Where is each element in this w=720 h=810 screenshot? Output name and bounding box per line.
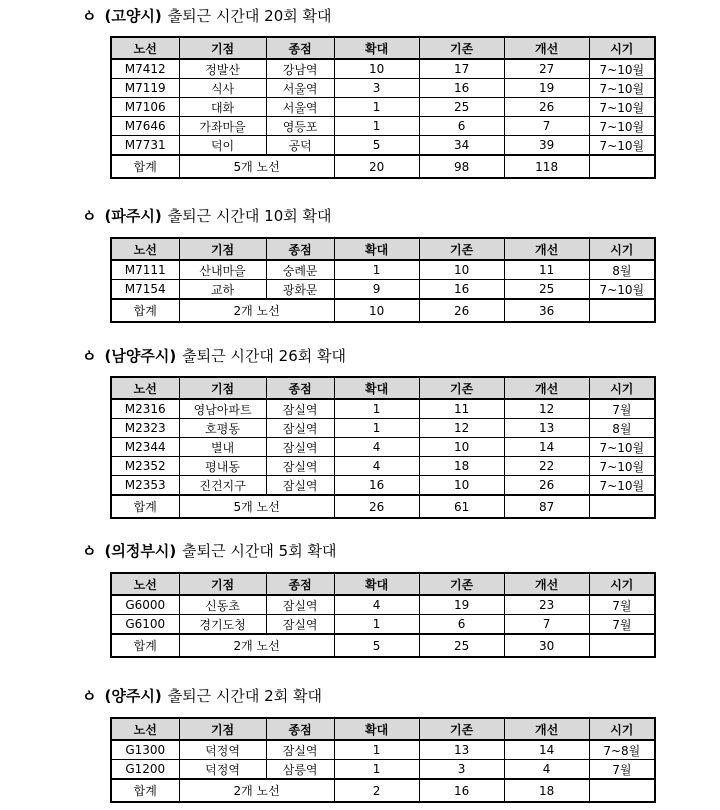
table-cell: M2353 bbox=[111, 476, 179, 496]
total-period bbox=[589, 634, 655, 657]
total-routes: 5개 노선 bbox=[179, 155, 334, 178]
table-cell: 숭례문 bbox=[266, 260, 334, 280]
table-cell: 대화 bbox=[179, 98, 266, 117]
table-cell: 13 bbox=[504, 419, 589, 438]
column-header: 종점 bbox=[266, 238, 334, 260]
table-cell: 4 bbox=[334, 595, 419, 615]
column-header: 기점 bbox=[179, 573, 266, 595]
total-routes: 5개 노선 bbox=[179, 495, 334, 518]
table-cell: 1 bbox=[334, 260, 419, 280]
column-header: 기점 bbox=[179, 37, 266, 59]
table-cell: 잠실역 bbox=[266, 615, 334, 635]
table-cell: M2352 bbox=[111, 457, 179, 476]
total-period bbox=[589, 495, 655, 518]
column-header: 기존 bbox=[419, 718, 504, 740]
table-cell: 4 bbox=[334, 457, 419, 476]
table-cell: 19 bbox=[419, 595, 504, 615]
total-label: 합계 bbox=[111, 299, 179, 322]
table-cell: M2316 bbox=[111, 399, 179, 419]
table-row bbox=[111, 136, 655, 156]
table-cell: 서울역 bbox=[266, 79, 334, 98]
table-cell: 덕정역 bbox=[179, 760, 266, 780]
column-header: 기점 bbox=[179, 377, 266, 399]
table-cell: 34 bbox=[419, 136, 504, 156]
total-routes: 2개 노선 bbox=[179, 299, 334, 322]
table-row bbox=[111, 280, 655, 300]
total-period bbox=[589, 779, 655, 802]
table-cell: 1 bbox=[334, 740, 419, 760]
region-name: (양주시) bbox=[104, 687, 162, 705]
column-header: 개선 bbox=[504, 573, 589, 595]
table-cell: 삼릉역 bbox=[266, 760, 334, 780]
table-cell: 잠실역 bbox=[266, 419, 334, 438]
column-header: 확대 bbox=[334, 238, 419, 260]
column-header: 노선 bbox=[111, 377, 179, 399]
total-existing: 25 bbox=[419, 634, 504, 657]
table-cell: 잠실역 bbox=[266, 438, 334, 457]
total-row bbox=[111, 634, 655, 657]
table-cell: 5 bbox=[334, 136, 419, 156]
region-name: (의정부시) bbox=[104, 542, 177, 560]
table-cell: 16 bbox=[334, 476, 419, 496]
table-cell: 19 bbox=[504, 79, 589, 98]
section-heading bbox=[82, 4, 332, 28]
table-row bbox=[111, 59, 655, 79]
table-cell: 25 bbox=[419, 98, 504, 117]
table-cell: 잠실역 bbox=[266, 595, 334, 615]
table-cell: M2344 bbox=[111, 438, 179, 457]
table-cell: 7 bbox=[504, 615, 589, 635]
table-cell: 8월 bbox=[589, 260, 655, 280]
table-cell: 4 bbox=[504, 760, 589, 780]
table-cell: G6100 bbox=[111, 615, 179, 635]
total-period bbox=[589, 299, 655, 322]
column-header: 확대 bbox=[334, 718, 419, 740]
table-cell: 7~10월 bbox=[589, 98, 655, 117]
table-cell: M7731 bbox=[111, 136, 179, 156]
route-table bbox=[110, 717, 656, 803]
table-cell: 7~10월 bbox=[589, 59, 655, 79]
table-row bbox=[111, 595, 655, 615]
total-improved: 36 bbox=[504, 299, 589, 322]
section-heading bbox=[82, 204, 332, 228]
table-row bbox=[111, 438, 655, 457]
column-header: 기점 bbox=[179, 718, 266, 740]
total-label: 합계 bbox=[111, 155, 179, 178]
table-cell: 경기도청 bbox=[179, 615, 266, 635]
table-row bbox=[111, 260, 655, 280]
table-cell: M7646 bbox=[111, 117, 179, 136]
table-cell: 7~10월 bbox=[589, 438, 655, 457]
table-cell: 공덕 bbox=[266, 136, 334, 156]
table-cell: 23 bbox=[504, 595, 589, 615]
total-improved: 118 bbox=[504, 155, 589, 178]
column-header: 확대 bbox=[334, 377, 419, 399]
total-existing: 61 bbox=[419, 495, 504, 518]
table-row bbox=[111, 615, 655, 635]
table-cell: M2323 bbox=[111, 419, 179, 438]
region-name: (파주시) bbox=[104, 207, 162, 225]
table-cell: 1 bbox=[334, 760, 419, 780]
table-header-row bbox=[111, 573, 655, 595]
table-cell: 정발산 bbox=[179, 59, 266, 79]
table-cell: 산내마을 bbox=[179, 260, 266, 280]
table-cell: G1200 bbox=[111, 760, 179, 780]
route-table bbox=[110, 36, 656, 179]
table-cell: 6 bbox=[419, 615, 504, 635]
bullet-icon: ㆁ bbox=[82, 7, 97, 25]
table-cell: 10 bbox=[419, 476, 504, 496]
bullet-icon: ㆁ bbox=[82, 542, 97, 560]
table-cell: 1 bbox=[334, 399, 419, 419]
bullet-icon: ㆁ bbox=[82, 347, 97, 365]
route-table bbox=[110, 572, 656, 658]
table-cell: 6 bbox=[419, 117, 504, 136]
total-improved: 30 bbox=[504, 634, 589, 657]
table-cell: 영등포 bbox=[266, 117, 334, 136]
heading-text: 출퇴근 시간대 26회 확대 bbox=[182, 347, 346, 365]
table-row bbox=[111, 760, 655, 780]
table-cell: 16 bbox=[419, 79, 504, 98]
total-existing: 26 bbox=[419, 299, 504, 322]
total-label: 합계 bbox=[111, 634, 179, 657]
table-cell: G1300 bbox=[111, 740, 179, 760]
table-row bbox=[111, 419, 655, 438]
table-cell: 10 bbox=[334, 59, 419, 79]
table-cell: 7~8월 bbox=[589, 740, 655, 760]
total-expand: 10 bbox=[334, 299, 419, 322]
section-heading bbox=[82, 539, 336, 563]
table-cell: 11 bbox=[504, 260, 589, 280]
table-row bbox=[111, 740, 655, 760]
column-header: 시기 bbox=[589, 37, 655, 59]
table-cell: 27 bbox=[504, 59, 589, 79]
table-cell: 호평동 bbox=[179, 419, 266, 438]
section-heading bbox=[82, 344, 346, 368]
table-cell: 14 bbox=[504, 438, 589, 457]
route-table bbox=[110, 376, 656, 519]
table-cell: 11 bbox=[419, 399, 504, 419]
table-cell: 22 bbox=[504, 457, 589, 476]
table-cell: 13 bbox=[419, 740, 504, 760]
table-cell: 7~10월 bbox=[589, 280, 655, 300]
table-cell: 1 bbox=[334, 419, 419, 438]
table-cell: 7~10월 bbox=[589, 457, 655, 476]
table-cell: 식사 bbox=[179, 79, 266, 98]
table-cell: 가좌마을 bbox=[179, 117, 266, 136]
total-expand: 26 bbox=[334, 495, 419, 518]
column-header: 기존 bbox=[419, 238, 504, 260]
table-cell: 18 bbox=[419, 457, 504, 476]
table-cell: 진건지구 bbox=[179, 476, 266, 496]
heading-text: 출퇴근 시간대 2회 확대 bbox=[167, 687, 322, 705]
column-header: 노선 bbox=[111, 573, 179, 595]
table-cell: 1 bbox=[334, 615, 419, 635]
column-header: 확대 bbox=[334, 37, 419, 59]
table-header-row bbox=[111, 37, 655, 59]
bullet-icon: ㆁ bbox=[82, 207, 97, 225]
total-improved: 87 bbox=[504, 495, 589, 518]
table-row bbox=[111, 79, 655, 98]
total-improved: 18 bbox=[504, 779, 589, 802]
table-cell: 3 bbox=[334, 79, 419, 98]
table-cell: 7월 bbox=[589, 615, 655, 635]
table-header-row bbox=[111, 377, 655, 399]
table-cell: 4 bbox=[334, 438, 419, 457]
column-header: 개선 bbox=[504, 377, 589, 399]
table-cell: 잠실역 bbox=[266, 740, 334, 760]
table-cell: 17 bbox=[419, 59, 504, 79]
table-cell: 별내 bbox=[179, 438, 266, 457]
total-row bbox=[111, 155, 655, 178]
column-header: 종점 bbox=[266, 37, 334, 59]
table-row bbox=[111, 399, 655, 419]
total-expand: 20 bbox=[334, 155, 419, 178]
table-cell: M7154 bbox=[111, 280, 179, 300]
table-cell: 1 bbox=[334, 117, 419, 136]
total-existing: 98 bbox=[419, 155, 504, 178]
total-routes: 2개 노선 bbox=[179, 779, 334, 802]
table-cell: 신동초 bbox=[179, 595, 266, 615]
total-row bbox=[111, 779, 655, 802]
table-cell: 1 bbox=[334, 98, 419, 117]
table-cell: 서울역 bbox=[266, 98, 334, 117]
region-name: (고양시) bbox=[104, 7, 162, 25]
table-cell: 12 bbox=[504, 399, 589, 419]
table-cell: 26 bbox=[504, 98, 589, 117]
heading-text: 출퇴근 시간대 5회 확대 bbox=[182, 542, 337, 560]
column-header: 기존 bbox=[419, 37, 504, 59]
table-cell: 7월 bbox=[589, 595, 655, 615]
table-cell: 광화문 bbox=[266, 280, 334, 300]
table-row bbox=[111, 476, 655, 496]
heading-text: 출퇴근 시간대 20회 확대 bbox=[167, 7, 332, 25]
column-header: 개선 bbox=[504, 37, 589, 59]
column-header: 확대 bbox=[334, 573, 419, 595]
column-header: 시기 bbox=[589, 238, 655, 260]
region-name: (남양주시) bbox=[104, 347, 177, 365]
table-cell: 7 bbox=[504, 117, 589, 136]
total-row bbox=[111, 495, 655, 518]
table-cell: G6000 bbox=[111, 595, 179, 615]
column-header: 종점 bbox=[266, 718, 334, 740]
table-cell: 7~10월 bbox=[589, 117, 655, 136]
table-cell: 덕정역 bbox=[179, 740, 266, 760]
table-cell: 10 bbox=[419, 260, 504, 280]
column-header: 노선 bbox=[111, 238, 179, 260]
table-cell: 잠실역 bbox=[266, 476, 334, 496]
table-row bbox=[111, 457, 655, 476]
table-cell: 강남역 bbox=[266, 59, 334, 79]
total-period bbox=[589, 155, 655, 178]
route-table bbox=[110, 237, 656, 323]
bullet-icon: ㆁ bbox=[82, 687, 97, 705]
column-header: 노선 bbox=[111, 37, 179, 59]
section-heading bbox=[82, 684, 322, 708]
column-header: 개선 bbox=[504, 718, 589, 740]
total-routes: 2개 노선 bbox=[179, 634, 334, 657]
table-cell: M7119 bbox=[111, 79, 179, 98]
table-cell: 16 bbox=[419, 280, 504, 300]
table-cell: 덕이 bbox=[179, 136, 266, 156]
table-cell: 잠실역 bbox=[266, 399, 334, 419]
total-label: 합계 bbox=[111, 495, 179, 518]
total-existing: 16 bbox=[419, 779, 504, 802]
table-cell: 26 bbox=[504, 476, 589, 496]
table-cell: 39 bbox=[504, 136, 589, 156]
table-cell: 7~10월 bbox=[589, 136, 655, 156]
table-cell: 7~10월 bbox=[589, 476, 655, 496]
table-cell: 잠실역 bbox=[266, 457, 334, 476]
column-header: 종점 bbox=[266, 377, 334, 399]
total-expand: 2 bbox=[334, 779, 419, 802]
table-header-row bbox=[111, 718, 655, 740]
table-cell: M7412 bbox=[111, 59, 179, 79]
table-cell: 3 bbox=[419, 760, 504, 780]
table-cell: 12 bbox=[419, 419, 504, 438]
column-header: 기점 bbox=[179, 238, 266, 260]
column-header: 시기 bbox=[589, 718, 655, 740]
table-cell: 교하 bbox=[179, 280, 266, 300]
table-header-row bbox=[111, 238, 655, 260]
total-row bbox=[111, 299, 655, 322]
table-cell: 25 bbox=[504, 280, 589, 300]
table-cell: 9 bbox=[334, 280, 419, 300]
column-header: 종점 bbox=[266, 573, 334, 595]
column-header: 시기 bbox=[589, 377, 655, 399]
table-cell: M7111 bbox=[111, 260, 179, 280]
total-expand: 5 bbox=[334, 634, 419, 657]
table-cell: 14 bbox=[504, 740, 589, 760]
table-cell: 8월 bbox=[589, 419, 655, 438]
total-label: 합계 bbox=[111, 779, 179, 802]
table-cell: 영남아파트 bbox=[179, 399, 266, 419]
table-cell: M7106 bbox=[111, 98, 179, 117]
column-header: 개선 bbox=[504, 238, 589, 260]
table-cell: 7월 bbox=[589, 760, 655, 780]
table-cell: 7월 bbox=[589, 399, 655, 419]
table-cell: 7~10월 bbox=[589, 79, 655, 98]
heading-text: 출퇴근 시간대 10회 확대 bbox=[167, 207, 332, 225]
column-header: 노선 bbox=[111, 718, 179, 740]
table-row bbox=[111, 98, 655, 117]
table-cell: 평내동 bbox=[179, 457, 266, 476]
column-header: 시기 bbox=[589, 573, 655, 595]
table-row bbox=[111, 117, 655, 136]
column-header: 기존 bbox=[419, 377, 504, 399]
column-header: 기존 bbox=[419, 573, 504, 595]
table-cell: 10 bbox=[419, 438, 504, 457]
